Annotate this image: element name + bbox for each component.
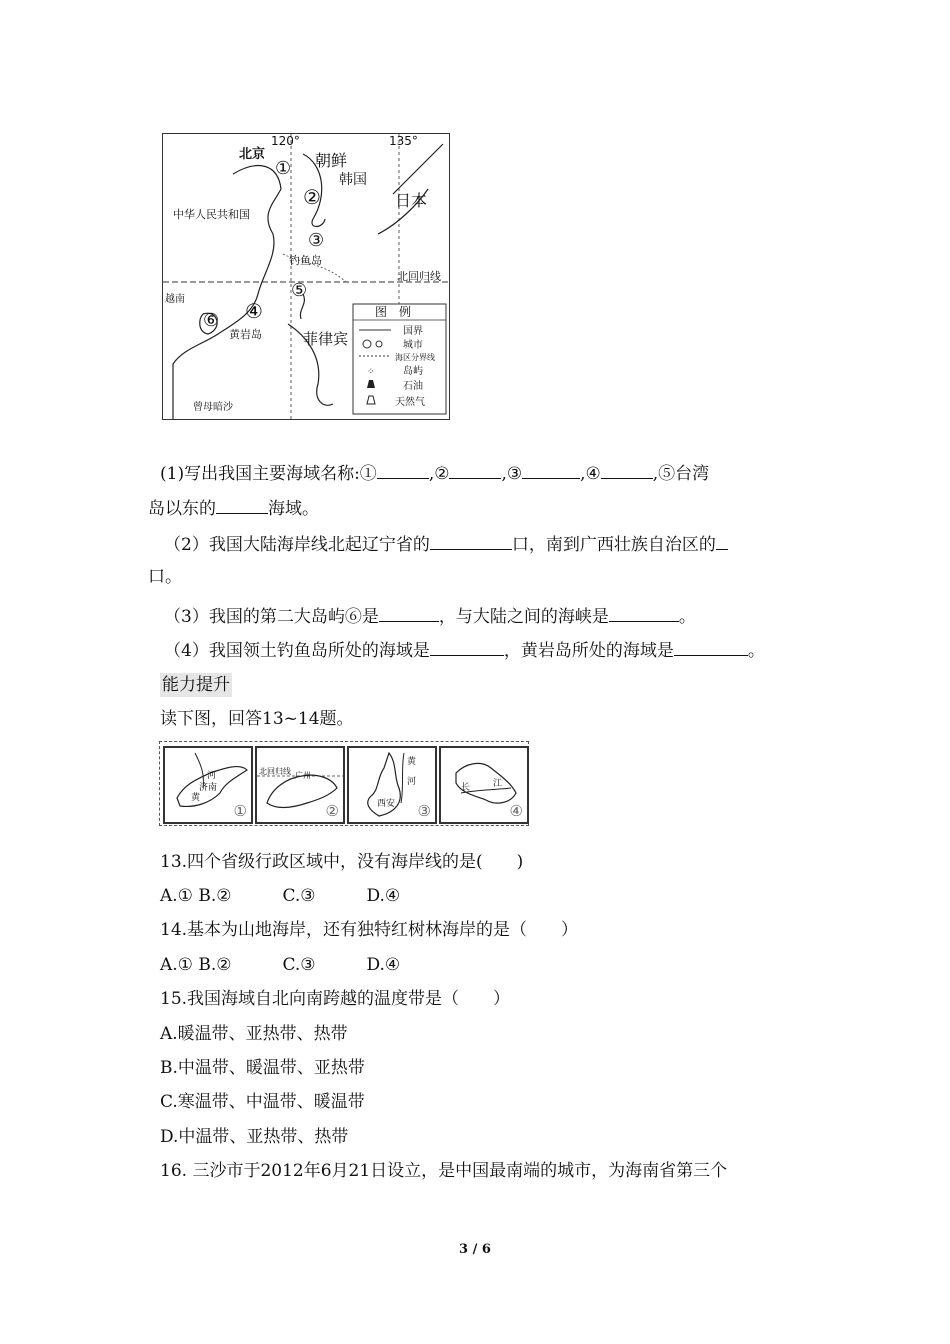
province-figure-strip	[159, 741, 529, 826]
q12-line2: 岛以东的 海域。	[148, 495, 319, 520]
blank-9[interactable]	[609, 603, 679, 622]
map-mark-3: ③	[308, 230, 325, 251]
q14-options[interactable]: A.① B.② C.③ D.④	[160, 955, 401, 975]
panel-num-4: ④	[509, 802, 523, 820]
p2-label-tropic: 北回归线	[259, 767, 291, 776]
map-beijing: 北京	[239, 147, 266, 162]
q14-stem: 14.基本为山地海岸，还有独特红树林海岸的是（ ）	[160, 920, 579, 940]
map-svg	[163, 134, 449, 419]
intro-text: 读下图，回答13~14题。	[160, 709, 354, 729]
legend-title: 图 例	[375, 305, 412, 319]
svg-text:⁘: ⁘	[367, 367, 375, 377]
panel-num-3: ③	[417, 802, 431, 820]
p1-label-jinan: 济南	[199, 783, 218, 793]
q15-option-b[interactable]: B.中温带、暖温带、亚热带	[160, 1058, 365, 1078]
map-mark-1: ①	[275, 158, 292, 179]
page-number: 3 / 6	[459, 1242, 491, 1257]
legend-gas: 天然气	[395, 397, 425, 408]
q13-options[interactable]: A.① B.② C.③ D.④	[160, 886, 401, 906]
q12-line5: （3）我国的第二大岛屿⑥是 ，与大陆之间的海峡是 。	[164, 603, 696, 628]
blank-4[interactable]	[601, 460, 653, 479]
blank-10[interactable]	[430, 637, 504, 656]
blank-6[interactable]	[430, 531, 512, 550]
province-panel-4	[439, 746, 529, 824]
panel-num-1: ①	[233, 802, 247, 820]
map-tropic: 北回归线	[397, 270, 441, 283]
blank-11[interactable]	[674, 637, 748, 656]
q12-line4: 口。	[148, 567, 182, 587]
legend-island: 岛屿	[403, 366, 423, 377]
q15-option-d[interactable]: D.中温带、亚热带、热带	[160, 1127, 349, 1147]
blank-1[interactable]	[377, 460, 429, 479]
blank-2[interactable]	[449, 460, 501, 479]
map-philippines: 菲律宾	[303, 330, 349, 348]
blank-8[interactable]	[379, 603, 439, 622]
map-mark-6: ⑥	[203, 310, 220, 331]
p1-label-huang: 黄	[191, 793, 201, 803]
q12-line1: (1)写出我国主要海域名称:① ,② ,③ ,④ ,⑤台湾	[160, 460, 709, 485]
q12-line3: （2）我国大陆海岸线北起辽宁省的 口，南到广西壮族自治区的	[164, 531, 728, 556]
map-mark-2: ②	[303, 185, 321, 209]
p3-label-huang: 黄	[407, 757, 417, 767]
map-nansha: 曾母暗沙	[193, 402, 233, 413]
map-korea-n: 朝鲜	[315, 151, 348, 170]
map-lon-135: 135°	[389, 134, 418, 148]
map-mark-4: ④	[245, 299, 263, 323]
q15-option-a[interactable]: A.暖温带、亚热带、热带	[160, 1024, 348, 1044]
q13-stem: 13.四个省级行政区域中，没有海岸线的是( )	[160, 852, 524, 872]
q15-stem: 15.我国海域自北向南跨越的温度带是（ ）	[160, 989, 511, 1009]
legend-oil: 石油	[403, 381, 423, 392]
map-china: 中华人民共和国	[173, 208, 250, 221]
panel-num-2: ②	[325, 802, 339, 820]
p2-label-guangzhou: 广州	[295, 771, 311, 780]
p3-label-xian: 西安	[377, 799, 396, 809]
sea-area-map	[162, 133, 450, 420]
section-heading: 能力提升	[162, 675, 230, 695]
blank-3[interactable]	[522, 460, 580, 479]
q16-stem: 16. 三沙市于2012年6月21日设立，是中国最南端的城市，为海南省第三个	[160, 1161, 728, 1181]
map-japan: 日本	[395, 191, 428, 210]
province-panel-3	[347, 746, 437, 824]
map-lon-120: 120°	[271, 134, 300, 148]
p1-label-he: 河	[207, 771, 217, 781]
map-huangyan: 黄岩岛	[229, 328, 262, 341]
legend-border: 国界	[403, 326, 423, 337]
q15-option-c[interactable]: C.寒温带、中温带、暖温带	[160, 1092, 365, 1112]
legend-city: 城市	[403, 340, 423, 351]
map-diaoyu: 钓鱼岛	[289, 254, 322, 267]
p3-label-he: 河	[407, 777, 417, 787]
province-panel-1	[163, 746, 253, 824]
province-panel-2	[255, 746, 345, 824]
blank-7[interactable]	[716, 531, 728, 550]
p4-label-chang: 长	[461, 783, 471, 793]
legend-sea-boundary: 海区分界线	[395, 353, 435, 362]
map-mark-5: ⑤	[291, 280, 308, 301]
blank-5[interactable]	[216, 495, 268, 514]
map-korea-s: 韩国	[339, 172, 367, 188]
map-vietnam: 越南	[165, 294, 185, 305]
p4-label-jiang: 江	[493, 779, 503, 789]
q12-line6: （4）我国领土钓鱼岛所处的海域是 ，黄岩岛所处的海域是 。	[164, 637, 765, 662]
